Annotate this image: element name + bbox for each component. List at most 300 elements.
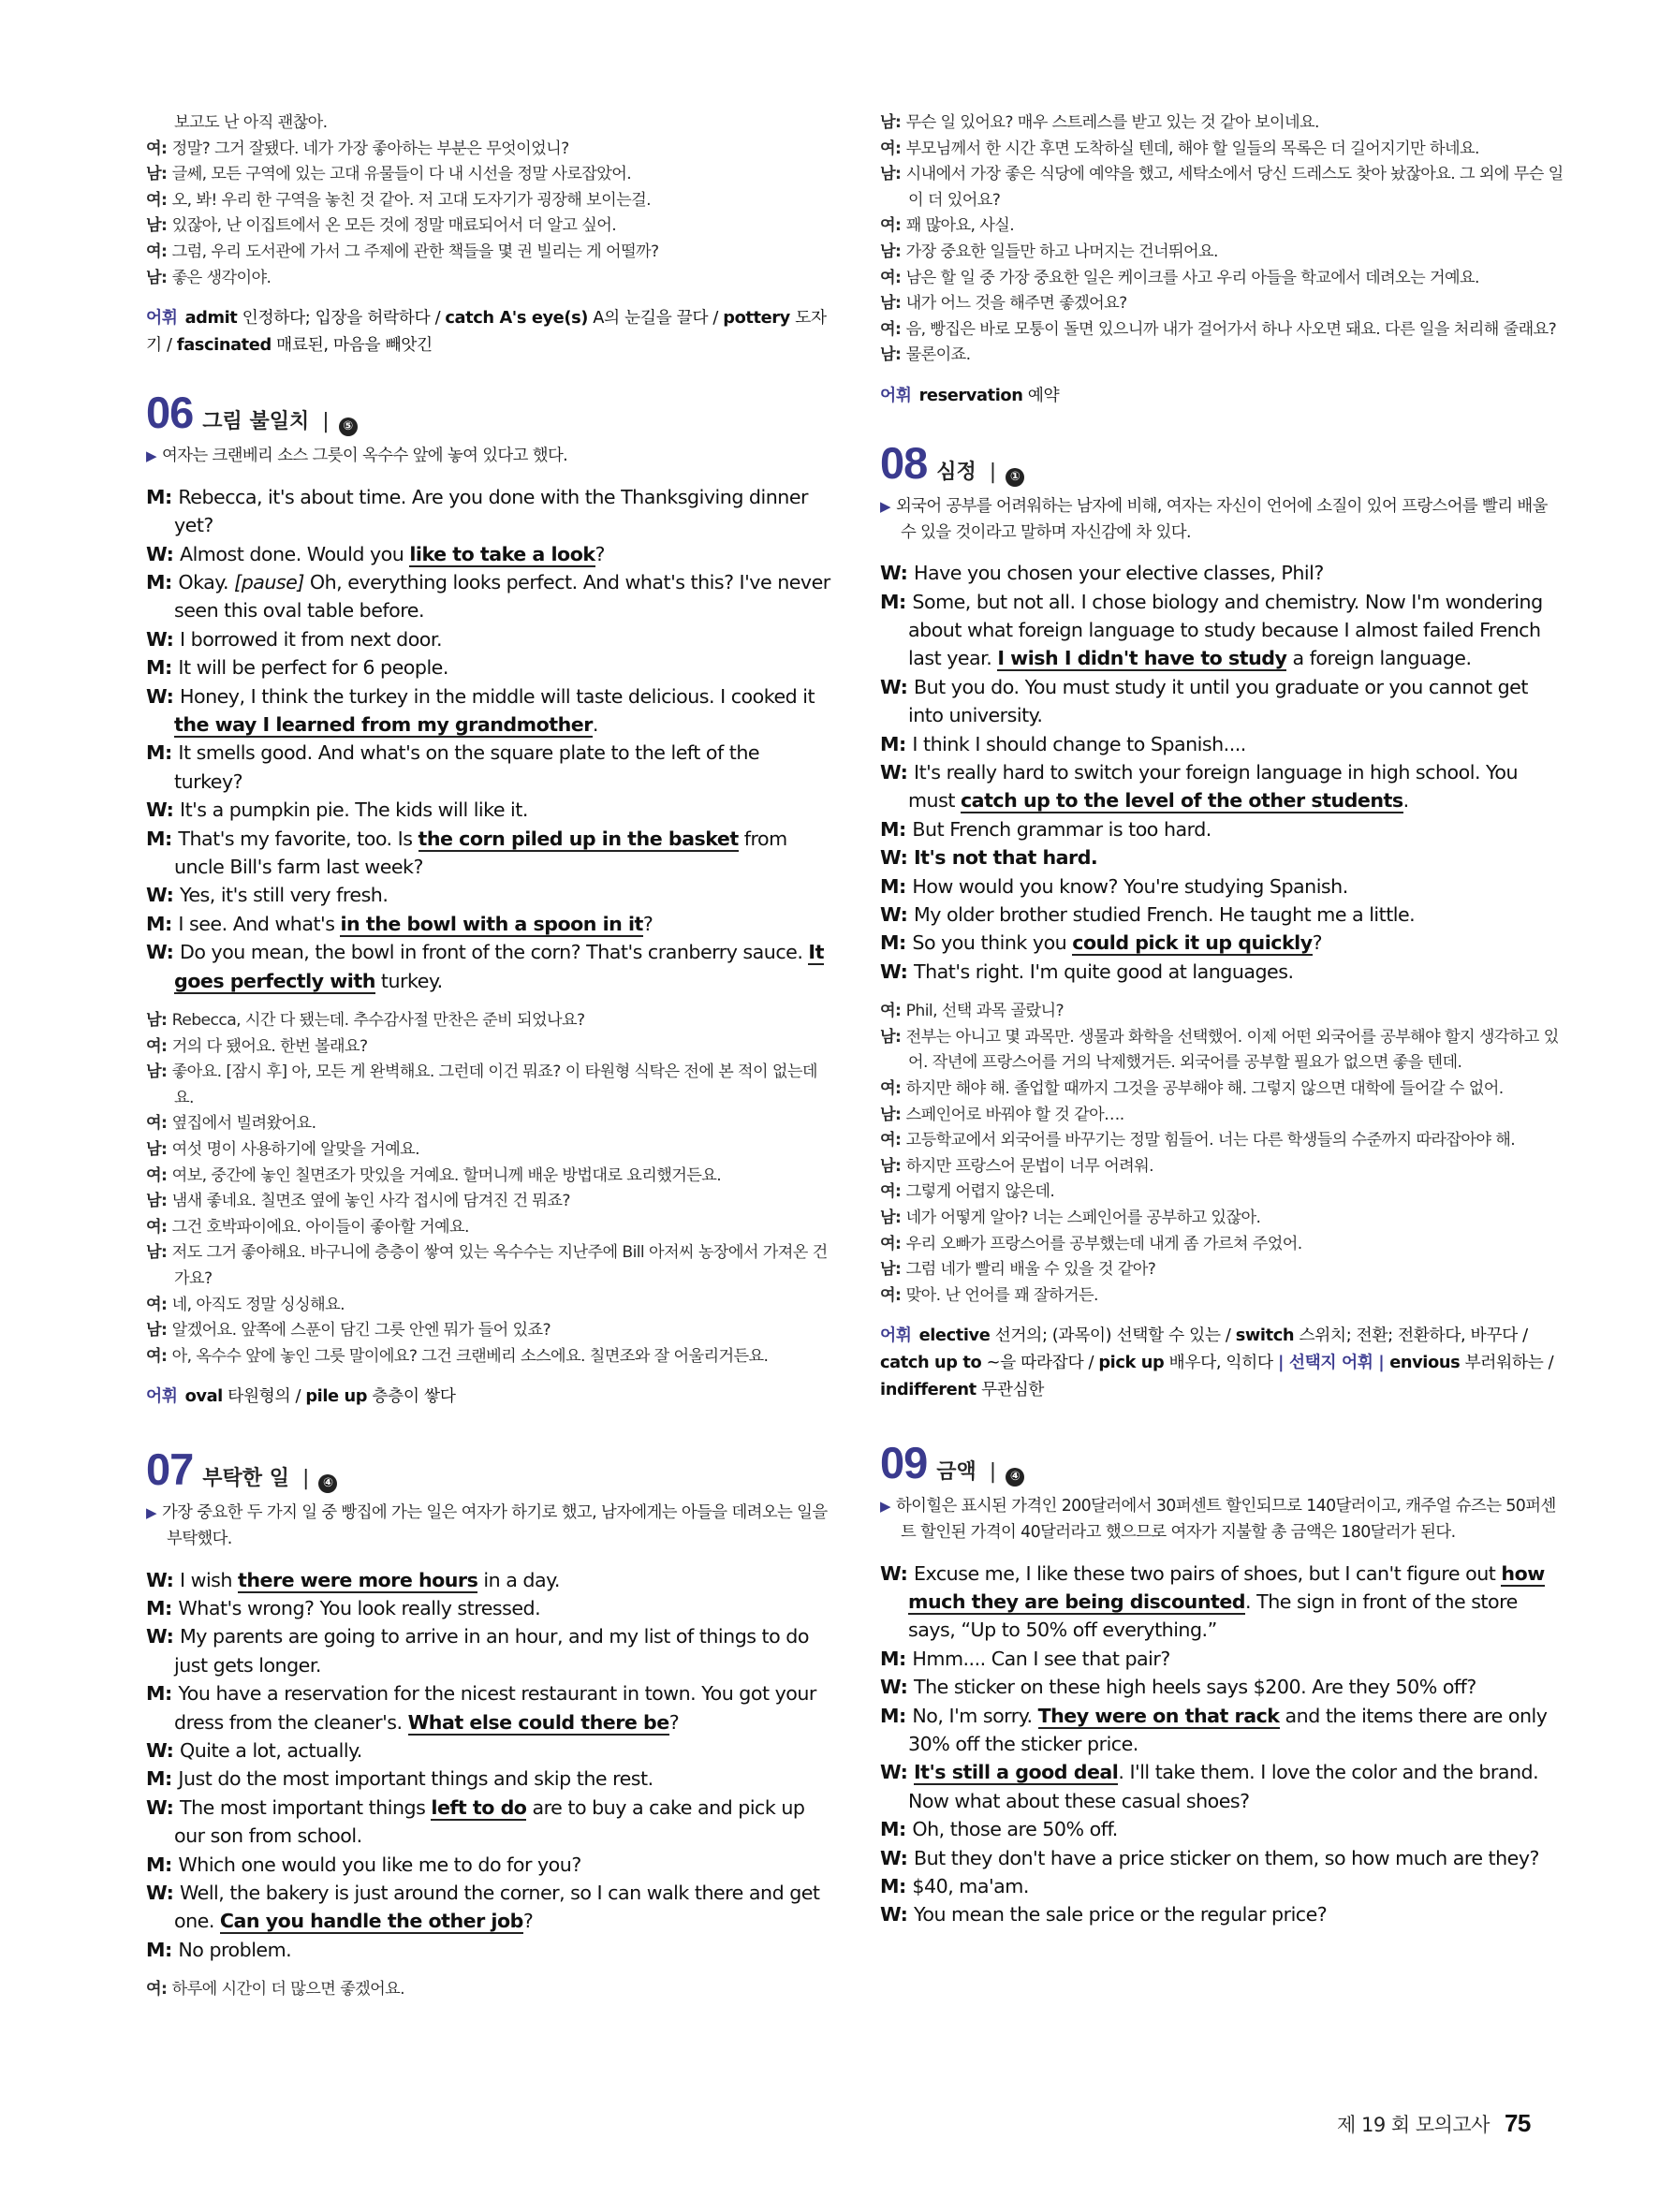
korean-line xyxy=(880,1179,1565,1206)
speaker-label: 여: xyxy=(880,1234,906,1253)
vocab-meaning: 인정하다; 입장을 허락하다 / xyxy=(237,308,446,329)
korean-line xyxy=(146,1164,831,1190)
line-text: Do you mean, the bowl in front of the corn? That's cranberry sauce. xyxy=(180,941,809,964)
speaker-label: 남: xyxy=(880,1208,906,1227)
korean-line xyxy=(880,162,1565,213)
s05-korean-tail xyxy=(146,110,831,291)
vocab-meaning: 타원형의 / xyxy=(222,1386,306,1407)
section-title: 심정 xyxy=(936,460,976,484)
dialogue-line xyxy=(146,682,831,740)
speaker-label: W: xyxy=(146,1625,180,1648)
korean-line xyxy=(880,1154,1565,1180)
line-text: Rebecca, it's about time. Are you done with the Thanksgiving dinner yet? xyxy=(174,485,808,537)
speaker-label: M: xyxy=(880,874,913,898)
speaker-label: W: xyxy=(880,1903,914,1926)
line-text: 정말? 그거 잘됐다. 네가 가장 좋아하는 부분은 무엇이었니? xyxy=(171,139,569,158)
dialogue-line xyxy=(146,483,831,540)
dialogue-line xyxy=(880,1872,1565,1900)
s05-vocab xyxy=(146,304,831,359)
line-text: 네, 아직도 정말 싱싱해요. xyxy=(171,1295,345,1314)
line-text: 글쎄, 모든 구역에 있는 고대 유물들이 다 내 시선을 정말 사로잡았어. xyxy=(171,165,632,184)
line-text: 그건 호박파이에요. 아이들이 좋아할 거예요. xyxy=(171,1217,469,1237)
line-text: So you think you xyxy=(912,931,1073,955)
line-text: 고등학교에서 외국어를 바꾸기는 정말 힘들어. 너는 다른 학생들의 수준까지 따라잡아야 해. xyxy=(905,1131,1516,1150)
line-text: It's a pumpkin pie. The kids will like it. xyxy=(180,798,528,822)
dialogue-line xyxy=(880,843,1565,872)
dialogue-line xyxy=(880,1645,1565,1673)
blank-answer: It's still a good deal xyxy=(914,1761,1119,1784)
blank-answer: in the bowl with a spoon in it xyxy=(340,912,643,935)
section-number: 08 xyxy=(880,437,928,488)
line-text: 물론이죠. xyxy=(905,345,971,365)
speaker-label: W: xyxy=(146,1882,180,1905)
korean-line xyxy=(880,317,1565,344)
dialogue-line xyxy=(146,910,831,938)
line-text: . The sign in front of the store says, “Up to 50% off everything.” xyxy=(908,1589,1518,1642)
line-text: No, I'm sorry. xyxy=(912,1704,1038,1727)
triangle-icon: ▶ xyxy=(146,1504,156,1522)
vocab-meaning: 부러워하는 / xyxy=(1460,1353,1554,1373)
line-text: 그럼, 우리 도서관에 가서 그 주제에 관한 책들을 몇 권 빌리는 게 어떨까? xyxy=(171,242,659,261)
speaker-label: 남: xyxy=(146,1140,172,1160)
speaker-label: W: xyxy=(146,627,180,651)
dialogue-line xyxy=(146,1594,831,1622)
vocab-word: admit xyxy=(184,308,238,329)
korean-line xyxy=(880,1257,1565,1283)
s06-vocab xyxy=(146,1383,831,1410)
speaker-label: 여: xyxy=(146,139,172,158)
speaker-label: W: xyxy=(146,1795,180,1819)
section-number: 09 xyxy=(880,1438,928,1488)
s08-vocab xyxy=(880,1322,1565,1403)
dialogue-line xyxy=(146,1851,831,1879)
s08-english-dialogue xyxy=(880,559,1565,986)
line-text: ? xyxy=(595,542,605,565)
speaker-label: W: xyxy=(146,1739,180,1762)
s06-english-dialogue xyxy=(146,483,831,995)
korean-line xyxy=(146,1240,831,1292)
right-column xyxy=(880,110,1565,1929)
line-text: Okay. xyxy=(178,570,235,593)
line-text: . xyxy=(1402,789,1409,813)
line-text: ? xyxy=(668,1710,680,1734)
answer-badge: ① xyxy=(1006,468,1024,487)
speaker-label: W: xyxy=(146,684,180,708)
korean-line xyxy=(146,188,831,214)
vocab-tag: 어휘 xyxy=(146,1386,178,1407)
speaker-label: M: xyxy=(880,590,913,613)
dialogue-line xyxy=(146,540,831,568)
line-text: ? xyxy=(522,1910,534,1933)
speaker-label: 남: xyxy=(146,1192,172,1211)
line-text: 내가 어느 것을 해주면 좋겠어요? xyxy=(905,294,1127,314)
hint-text: 외국어 공부를 어려워하는 남자에 비해, 여자는 자신이 언어에 소질이 있어 프랑스어를 빨리 배울 수 있을 것이라고 말하며 자신감에 차 있다. xyxy=(895,496,1548,542)
dialogue-line xyxy=(146,1765,831,1793)
speaker-label: M: xyxy=(146,656,179,680)
line-text: turkey. xyxy=(374,969,443,992)
line-text: Rebecca, 시간 다 됐는데. 추수감사절 만찬은 준비 되었나요? xyxy=(171,1011,585,1031)
s07-english-dialogue xyxy=(146,1566,831,1965)
line-text: 꽤 많아요, 사실. xyxy=(905,216,1015,236)
speaker-label: W: xyxy=(880,846,914,870)
speaker-label: M: xyxy=(880,817,913,841)
vocab-word: pile up xyxy=(305,1386,368,1407)
korean-line xyxy=(880,1283,1565,1310)
line-text: and the items there are only 30% off the sticker price. xyxy=(908,1704,1548,1755)
speaker-label: M: xyxy=(146,570,179,593)
speaker-label: 여: xyxy=(146,1980,172,2000)
section-07 xyxy=(146,1443,831,2002)
dialogue-line xyxy=(880,872,1565,901)
vocab-meaning: 선거의; (과목이) 선택할 수 있는 / xyxy=(990,1326,1236,1346)
dialogue-line xyxy=(146,938,831,995)
answer-hint xyxy=(146,444,831,470)
line-text: 네가 어떻게 알아? 너는 스페인어를 공부하고 있잖아. xyxy=(905,1208,1261,1227)
speaker-label: W: xyxy=(880,562,914,585)
dialogue-line xyxy=(880,1758,1565,1815)
speaker-label: M: xyxy=(146,1596,179,1619)
line-text: Excuse me, I like these two pairs of shoes, but I can't figure out xyxy=(914,1561,1502,1585)
dialogue-line xyxy=(146,1622,831,1679)
speaker-label: 여: xyxy=(880,1131,906,1150)
speaker-label: W: xyxy=(880,1561,914,1585)
blank-answer: the corn piled up in the basket xyxy=(418,827,739,850)
s06-korean-dialogue xyxy=(146,1008,831,1370)
vocab-word: pick up xyxy=(1098,1353,1165,1373)
vocab-meaning: 배우다, 익히다 xyxy=(1164,1353,1278,1373)
line-text: The sticker on these high heels says $200. Are they 50% off? xyxy=(914,1676,1476,1699)
korean-line xyxy=(880,343,1565,369)
section-08 xyxy=(880,437,1565,1403)
dialogue-line xyxy=(146,1736,831,1765)
section-06-header xyxy=(146,387,831,438)
dialogue-line xyxy=(880,673,1565,730)
vocab-word: envious xyxy=(1384,1353,1461,1373)
dialogue-line xyxy=(880,1844,1565,1872)
korean-line xyxy=(146,1189,831,1215)
line-text: 알겠어요. 앞쪽에 스푼이 담긴 그릇 안엔 뭐가 들어 있죠? xyxy=(171,1321,551,1340)
line-text: I see. And what's xyxy=(178,912,341,935)
blank-answer: there were more hours xyxy=(238,1568,478,1591)
speaker-label: M: xyxy=(146,741,179,765)
line-text: 거의 다 됐어요. 한번 볼래요? xyxy=(171,1036,368,1056)
line-text: 옆집에서 빌려왔어요. xyxy=(171,1114,316,1134)
line-text: 있잖아, 난 이집트에서 온 모든 것에 정말 매료되어서 더 알고 싶어. xyxy=(171,216,617,236)
korean-line xyxy=(880,137,1565,163)
korean-line xyxy=(880,1206,1565,1232)
vocab-word: switch xyxy=(1235,1326,1295,1346)
blank-answer: What else could there be xyxy=(407,1710,669,1734)
line-text: in a day. xyxy=(477,1568,560,1591)
dialogue-line xyxy=(880,1702,1565,1759)
line-text: Oh, everything looks perfect. And what's this? I've never seen this oval table before. xyxy=(174,570,830,623)
korean-line xyxy=(146,1293,831,1319)
line-text: But you do. You must study it until you graduate or you cannot get into university. xyxy=(908,675,1528,727)
speaker-label: W: xyxy=(880,1761,914,1784)
korean-line xyxy=(146,1060,831,1111)
speaker-label: 남: xyxy=(146,1243,172,1263)
line-text: 저도 그거 좋아해요. 바구니에 층층이 쌓여 있는 옥수수는 지난주에 Bill 아저씨 농장에서 가져온 건가요? xyxy=(171,1243,828,1288)
line-text: It will be perfect for 6 people. xyxy=(178,656,448,680)
section-title: 그림 불일치 xyxy=(202,410,310,434)
korean-line xyxy=(146,110,831,137)
vocab-meaning: 예약 xyxy=(1022,385,1060,405)
line-text: . I'll take them. I love the color and the brand. Now what about these casual shoes? xyxy=(908,1761,1539,1812)
vocab-word: reservation xyxy=(918,385,1023,405)
section-09-header xyxy=(880,1437,1565,1488)
speaker-label: M: xyxy=(146,485,179,508)
speaker-label: 남: xyxy=(880,345,906,365)
line-text: Have you chosen your elective classes, Phil? xyxy=(914,562,1324,585)
speaker-label: W: xyxy=(146,798,180,822)
key-sentence: It's not that hard. xyxy=(914,846,1098,870)
blank-answer: Can you handle the other job xyxy=(219,1910,523,1933)
korean-line xyxy=(880,291,1565,317)
line-text: 그럼 네가 빨리 배울 수 있을 것 같아? xyxy=(905,1260,1156,1280)
line-text: Which one would you like me to do for you? xyxy=(178,1853,581,1876)
korean-line xyxy=(880,1077,1565,1103)
vocab-meaning: 도자기 / xyxy=(146,308,827,356)
speaker-label: 여: xyxy=(880,319,906,339)
vocab-tag: 어휘 xyxy=(146,308,178,329)
dialogue-line xyxy=(146,568,831,625)
vocab-meaning: 매료된, 마음을 빼앗긴 xyxy=(271,335,433,356)
speaker-label: W: xyxy=(880,760,914,784)
divider: | xyxy=(989,460,997,484)
answer-hint xyxy=(880,1494,1565,1545)
speaker-label: 남: xyxy=(880,1156,906,1176)
line-text: What's wrong? You look really stressed. xyxy=(178,1596,541,1619)
line-text: My older brother studied French. He taught me a little. xyxy=(914,903,1416,926)
section-07-header xyxy=(146,1443,831,1495)
line-text: I borrowed it from next door. xyxy=(180,627,443,651)
dialogue-line xyxy=(146,653,831,681)
dialogue-line xyxy=(146,1566,831,1594)
blank-answer: like to take a look xyxy=(409,542,595,565)
line-text: 냄새 좋네요. 칠면조 옆에 놓인 사각 접시에 담겨진 건 뭐죠? xyxy=(171,1192,570,1211)
korean-line xyxy=(880,110,1565,137)
line-text: Honey, I think the turkey in the middle will taste delicious. I cooked it xyxy=(180,684,815,708)
speaker-label: M: xyxy=(880,1647,913,1670)
blank-answer: It goes perfectly with xyxy=(174,941,824,992)
line-text: 아, 옥수수 앞에 놓인 그릇 말이에요? 그건 크랜베리 소스에요. 칠면조와 잘 어울리거든요. xyxy=(171,1346,769,1366)
korean-line xyxy=(146,1215,831,1241)
vocab-word: pottery xyxy=(723,308,790,329)
s09-english-dialogue xyxy=(880,1560,1565,1929)
line-text: Oh, those are 50% off. xyxy=(912,1818,1118,1841)
blank-answer: catch up to the level of the other students xyxy=(960,789,1403,813)
line-text: a foreign language. xyxy=(1286,647,1472,670)
speaker-label: 남: xyxy=(880,1027,906,1047)
speaker-label: 남: xyxy=(880,165,906,184)
section-title: 금액 xyxy=(936,1460,976,1485)
dialogue-line xyxy=(880,901,1565,929)
blank-answer: could pick it up quickly xyxy=(1072,931,1313,955)
answer-badge: ⑤ xyxy=(339,417,358,436)
speaker-label: W: xyxy=(880,675,914,698)
line-text: 그렇게 어렵지 않은데. xyxy=(905,1182,1055,1202)
line-text: are to buy a cake and pick up our son from school. xyxy=(174,1795,805,1848)
line-text: $40, ma'am. xyxy=(912,1875,1029,1897)
korean-line xyxy=(146,1344,831,1370)
line-text: 남은 할 일 중 가장 중요한 일은 케이크를 사고 우리 아들을 학교에서 데려오는 거예요. xyxy=(905,268,1479,287)
divider: | xyxy=(322,410,330,434)
korean-line xyxy=(146,1034,831,1061)
line-text: 여섯 명이 사용하기에 알맞을 거예요. xyxy=(171,1140,420,1160)
vocab-word: elective xyxy=(918,1326,991,1346)
line-text: 음, 빵집은 바로 모퉁이 돌면 있으니까 내가 걸어가서 하나 사오면 돼요. 다른 일을 처리해 줄래요? xyxy=(905,319,1557,339)
line-text: 보고도 난 아직 괜찮아. xyxy=(174,113,328,132)
speaker-label: 여: xyxy=(880,1182,906,1202)
korean-line xyxy=(880,1128,1565,1154)
speaker-label: 여: xyxy=(146,190,172,210)
vocab-meaning: 층층이 쌓다 xyxy=(367,1386,456,1407)
section-number: 07 xyxy=(146,1444,194,1495)
line-text: 하루에 시간이 더 많으면 좋겠어요. xyxy=(171,1980,405,2000)
blank-answer: how much they are being discounted xyxy=(908,1561,1545,1613)
line-text: 여보, 중간에 놓인 칠면조가 맛있을 거예요. 할머니께 배운 방법대로 요리했거든요. xyxy=(171,1165,722,1185)
line-text: The most important things xyxy=(180,1795,432,1819)
vocab-meaning: 스위치; 전환; 전환하다, 바꾸다 / xyxy=(1294,1326,1528,1346)
speaker-label: W: xyxy=(880,1846,914,1869)
vocab-meaning: A의 눈길을 끌다 / xyxy=(587,308,724,329)
line-text: Hmm.... Can I see that pair? xyxy=(912,1647,1170,1670)
speaker-label: M: xyxy=(146,1853,179,1876)
speaker-label: 여: xyxy=(146,242,172,261)
korean-line xyxy=(880,213,1565,240)
blank-answer: the way I learned from my grandmother xyxy=(174,713,593,736)
speaker-label: M: xyxy=(146,827,179,850)
korean-line xyxy=(880,1025,1565,1077)
vocab-word: indifferent xyxy=(880,1380,976,1400)
vocab-meaning: 무관심한 xyxy=(976,1380,1045,1400)
dialogue-line xyxy=(880,929,1565,957)
speaker-label: W: xyxy=(880,960,914,983)
dialogue-line xyxy=(146,1879,831,1936)
korean-line xyxy=(146,1008,831,1034)
dialogue-line xyxy=(880,758,1565,815)
section-08-header xyxy=(880,437,1565,489)
line-text: . xyxy=(592,713,598,736)
answer-badge: ④ xyxy=(318,1474,337,1493)
line-text: 맞아. 난 언어를 꽤 잘하거든. xyxy=(905,1285,1098,1305)
speaker-label: 여: xyxy=(146,1165,172,1185)
speaker-label: 여: xyxy=(880,1079,906,1098)
dialogue-line xyxy=(146,1679,831,1736)
line-text: 무슨 일 있어요? 매우 스트레스를 받고 있는 것 같아 보이네요. xyxy=(905,113,1319,132)
dialogue-line xyxy=(146,796,831,824)
korean-line xyxy=(146,213,831,240)
speaker-label: 여: xyxy=(146,1036,172,1056)
line-text: You mean the sale price or the regular price? xyxy=(914,1903,1328,1926)
speaker-label: M: xyxy=(880,732,913,755)
answer-hint xyxy=(880,494,1565,546)
line-text: Phil, 선택 과목 골랐니? xyxy=(905,1002,1065,1021)
speaker-label: 남: xyxy=(880,294,906,314)
speaker-label: M: xyxy=(880,1875,913,1897)
line-text: But they don't have a price sticker on them, so how much are they? xyxy=(914,1846,1539,1869)
s08-korean-dialogue xyxy=(880,999,1565,1309)
line-text: Quite a lot, actually. xyxy=(180,1739,362,1762)
korean-line xyxy=(146,1977,831,2003)
triangle-icon: ▶ xyxy=(146,447,156,465)
line-text: ? xyxy=(1312,931,1323,955)
line-text: Well, the bakery is just around the corner, so I can walk there and get one. xyxy=(174,1882,820,1933)
triangle-icon: ▶ xyxy=(880,1498,890,1516)
speaker-label: 남: xyxy=(146,268,172,287)
speaker-label: W: xyxy=(880,1676,914,1699)
speaker-label: 남: xyxy=(146,1011,172,1031)
dialogue-line xyxy=(880,1673,1565,1701)
hint-text: 하이힐은 표시된 가격인 200달러에서 30퍼센트 할인되므로 140달러이고, 캐주얼 슈즈는 50퍼센트 할인된 가격이 40달러라고 했으므로 여자가 지불할 총 금액은 180달러가 된다. xyxy=(895,1497,1556,1542)
dialogue-line xyxy=(880,1815,1565,1843)
korean-line xyxy=(146,1137,831,1164)
dialogue-line xyxy=(880,815,1565,843)
line-text: How would you know? You're studying Spanish. xyxy=(912,874,1348,898)
speaker-label: M: xyxy=(880,1704,913,1727)
s07-korean-dialogue xyxy=(146,1977,831,2003)
korean-line xyxy=(146,240,831,266)
section-title: 부탁한 일 xyxy=(202,1467,289,1491)
speaker-label: M: xyxy=(146,1767,179,1791)
line-text: 하지만 프랑스어 문법이 너무 어려워. xyxy=(905,1156,1154,1176)
speaker-label: 남: xyxy=(880,1260,906,1280)
korean-line xyxy=(146,266,831,292)
line-text: 시내에서 가장 좋은 식당에 예약을 했고, 세탁소에서 당신 드레스도 찾아 놨잖아요. 그 외에 무슨 일이 더 있어요? xyxy=(905,165,1564,210)
speaker-label: M: xyxy=(146,912,179,935)
line-text: It's really hard to switch your foreign language in high school. You must xyxy=(908,760,1519,813)
line-text: My parents are going to arrive in an hour, and my list of things to do just gets longer. xyxy=(174,1625,809,1677)
speaker-label: 여: xyxy=(880,1285,906,1305)
divider: | xyxy=(989,1460,997,1485)
s07-korean-tail xyxy=(880,110,1565,369)
line-text: Just do the most important things and skip the rest. xyxy=(178,1767,653,1791)
hint-text: 여자는 크랜베리 소스 그릇이 옥수수 앞에 놓여 있다고 했다. xyxy=(161,447,568,466)
dialogue-line xyxy=(146,739,831,796)
page-footer xyxy=(1337,2109,1531,2138)
vocab-word: oval xyxy=(184,1386,223,1407)
line-text: It smells good. And what's on the square plate to the left of the turkey? xyxy=(174,741,760,793)
speaker-label: 남: xyxy=(880,1105,906,1124)
speaker-label: M: xyxy=(146,1938,179,1961)
speaker-label: 남: xyxy=(880,242,906,261)
line-text: 우리 오빠가 프랑스어를 공부했는데 내게 좀 가르쳐 주었어. xyxy=(905,1234,1302,1253)
line-text: That's my favorite, too. Is xyxy=(178,827,418,850)
korean-line xyxy=(146,162,831,188)
speaker-label: 여: xyxy=(880,268,906,287)
dialogue-line xyxy=(880,1560,1565,1645)
line-text: But French grammar is too hard. xyxy=(912,817,1211,841)
answer-hint xyxy=(146,1501,831,1552)
dialogue-line xyxy=(880,730,1565,758)
speaker-label: 여: xyxy=(146,1346,172,1366)
line-text: 가장 중요한 일들만 하고 나머지는 건너뛰어요. xyxy=(905,242,1218,261)
triangle-icon: ▶ xyxy=(880,497,890,515)
korean-line xyxy=(146,137,831,163)
line-text: 전부는 아니고 몇 과목만. 생물과 화학을 선택했어. 이제 어떤 외국어를 공부해야 할지 생각하고 있어. 작년에 프랑스어를 거의 낙제했거든. 외국어를 공부할 필요가 없으면 좋을 텐데. xyxy=(905,1027,1559,1073)
speaker-label: W: xyxy=(146,1568,180,1591)
choice-vocab-tag: | 선택지 어휘 | xyxy=(1277,1353,1385,1373)
blank-answer: I wish I didn't have to study xyxy=(997,647,1287,670)
line-text: Almost done. Would you xyxy=(180,542,410,565)
speaker-label: M: xyxy=(146,1682,179,1706)
dialogue-line xyxy=(146,881,831,909)
dialogue-line xyxy=(146,1794,831,1851)
dialogue-line xyxy=(880,958,1565,986)
s07-vocab xyxy=(880,382,1565,409)
line-text: 오, 봐! 우리 한 구역을 놓친 것 같아. 저 고대 도자기가 굉장해 보이는걸. xyxy=(171,190,652,210)
line-text: I wish xyxy=(180,1568,239,1591)
